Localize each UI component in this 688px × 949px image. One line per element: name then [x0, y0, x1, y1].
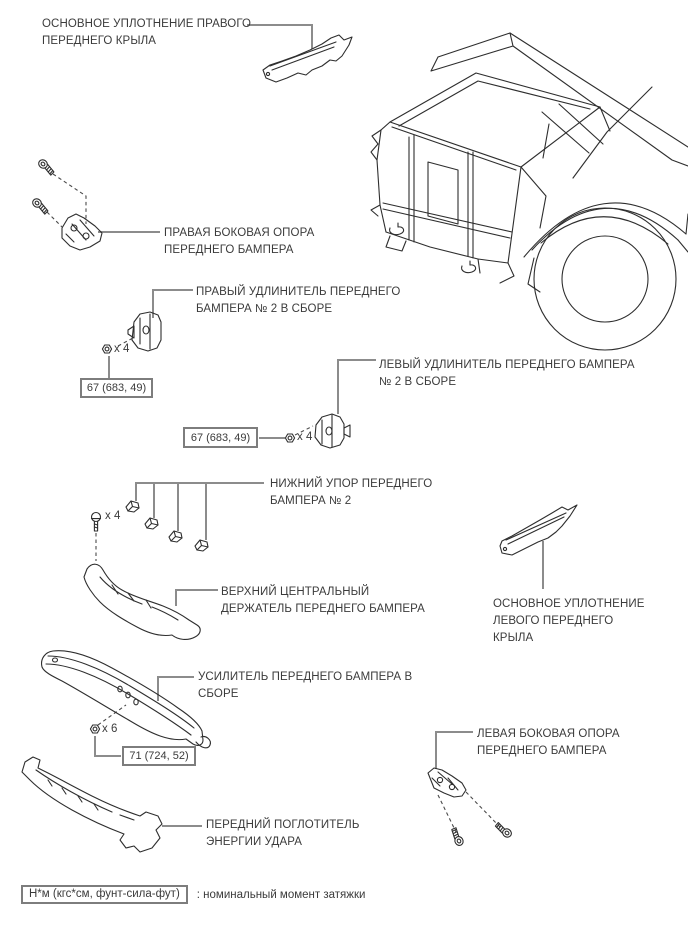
bolt-icon: [449, 827, 465, 847]
label-right-side-support: ПРАВАЯ БОКОВАЯ ОПОРА ПЕРЕДНЕГО БАМПЕРА: [164, 227, 315, 256]
left-extension-part: [315, 414, 350, 448]
label-reinforcement: УСИЛИТЕЛЬ ПЕРЕДНЕГО БАМПЕРА В СБОРЕ: [198, 671, 413, 700]
clip-icon: [145, 518, 158, 529]
label-right-fender-seal: ОСНОВНОЕ УПЛОТНЕНИЕ ПРАВОГО ПЕРЕДНЕГО КРЫЛА: [42, 18, 252, 47]
bolt-icon: [31, 197, 50, 214]
qty-left-extension-nut: x 4: [297, 431, 313, 443]
label-absorber: ПЕРЕДНИЙ ПОГЛОТИТЕЛЬ ЭНЕРГИИ УДАРА: [206, 819, 360, 848]
leader-upper-center-holder: [176, 590, 218, 606]
nut-icon: [102, 345, 111, 353]
leader-left-extension: [338, 360, 376, 414]
clip-icon: [169, 531, 182, 542]
leader-lower-stop: [136, 482, 264, 540]
torque-spec-reinforcement: 71 (724, 52): [122, 746, 196, 766]
leader-torque-reinforcement: [95, 736, 121, 756]
legend-description: : номинальный момент затяжки: [196, 888, 366, 901]
screw-icon: [92, 513, 101, 532]
clip-icon: [195, 540, 208, 551]
torque-legend: [21, 885, 365, 904]
leader-left-side-support: [436, 732, 473, 769]
label-lower-stop: НИЖНИЙ УПОР ПЕРЕДНЕГО БАМПЕРА № 2: [270, 478, 433, 507]
label-left-side-support: ЛЕВАЯ БОКОВАЯ ОПОРА ПЕРЕДНЕГО БАМПЕРА: [477, 728, 620, 757]
nut-icon: [285, 434, 294, 442]
left-fender-seal-part: [500, 505, 577, 555]
left-side-support-part: [428, 768, 466, 797]
nut-icon: [90, 725, 99, 733]
right-fender-seal-part: [263, 35, 352, 82]
leader-right-extension: [153, 290, 193, 318]
label-right-extension: ПРАВЫЙ УДЛИНИТЕЛЬ ПЕРЕДНЕГО БАМПЕРА № 2 В СБОРЕ: [196, 286, 401, 315]
vehicle-front-sketch: [371, 33, 688, 350]
reinforcement-part: [42, 651, 211, 748]
right-side-support-part: [62, 214, 102, 250]
label-upper-center-holder: ВЕРХНИЙ ЦЕНТРАЛЬНЫЙ ДЕРЖАТЕЛЬ ПЕРЕДНЕГО БАМПЕРА: [221, 586, 425, 615]
qty-right-extension-nut: x 4: [114, 343, 130, 355]
qty-holder-screw: x 4: [105, 510, 121, 522]
label-left-extension: ЛЕВЫЙ УДЛИНИТЕЛЬ ПЕРЕДНЕГО БАМПЕРА № 2 В СБОРЕ: [379, 359, 635, 388]
upper-center-holder-part: [84, 564, 200, 639]
torque-spec-left-extension: 67 (683, 49): [183, 427, 258, 448]
bolt-icon: [493, 822, 512, 839]
torque-spec-right-extension: 67 (683, 49): [80, 378, 153, 398]
absorber-part: [22, 757, 162, 852]
label-left-fender-seal: ОСНОВНОЕ УПЛОТНЕНИЕ ЛЕВОГО ПЕРЕДНЕГО КРЫЛА: [493, 598, 645, 644]
clip-icon: [126, 501, 139, 512]
bolt-icon: [37, 158, 56, 175]
legend-torque-unit-box: Н*м (кгс*см, фунт-сила-фут): [21, 885, 188, 904]
qty-reinforcement-nut: x 6: [102, 723, 118, 735]
right-extension-part: [128, 312, 161, 351]
